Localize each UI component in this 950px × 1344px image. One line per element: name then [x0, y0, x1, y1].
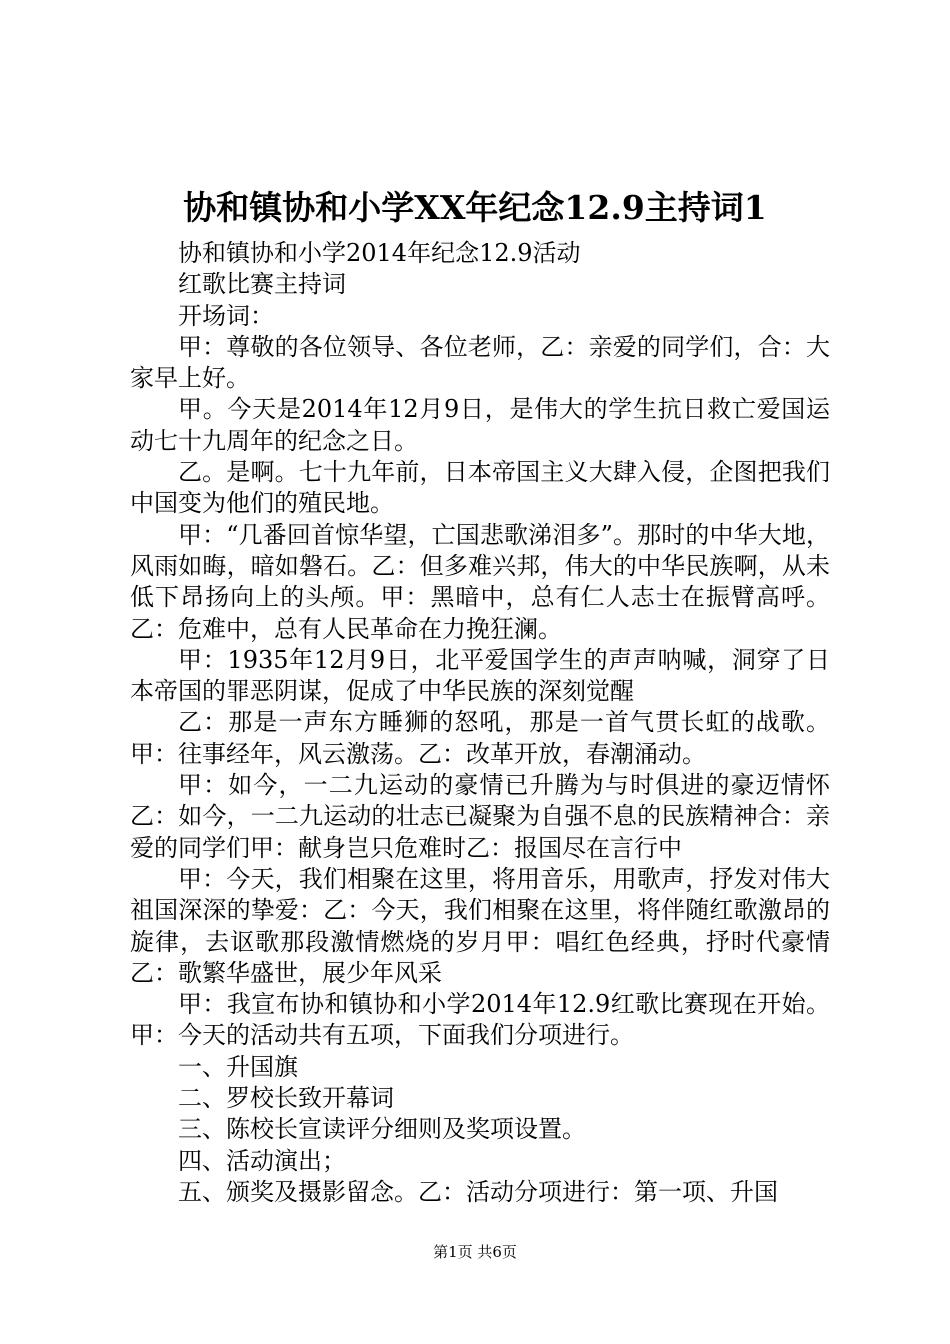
page-number-footer: 第1页 共6页 — [433, 1243, 517, 1261]
list-item: 五、颁奖及摄影留念。乙：活动分项进行：第一项、升国 — [178, 1177, 778, 1206]
paragraph: 协和镇协和小学2014年纪念12.9活动 — [178, 239, 581, 267]
paragraph: 甲：如今，一二九运动的豪情已升腾为与时俱进的豪迈情怀乙：如今，一二九运动的壮志已凝聚为自强不息的民族精神合：亲爱的同学们甲：献身岂只危难时乙：报国尽在言行中 — [130, 771, 830, 862]
paragraph: 开场词： — [178, 301, 274, 330]
paragraph: 甲：尊敬的各位领导、各位老师，乙：亲爱的同学们，合：大家早上好。 — [130, 332, 830, 393]
paragraph: 甲。今天是2014年12月9日，是伟大的学生抗日救亡爱国运动七十九周年的纪念之日。 — [130, 395, 830, 455]
document-body — [130, 238, 830, 1208]
paragraph: 红歌比赛主持词 — [178, 270, 346, 299]
list-item: 一、升国旗 — [178, 1052, 298, 1081]
paragraph: 乙：那是一声东方睡狮的怒吼，那是一首气贯长虹的战歌。甲：往事经年，风云激荡。乙：改革开放，春潮涌动。 — [130, 708, 830, 768]
list-item: 三、陈校长宣读评分细则及奖项设置。 — [178, 1115, 586, 1144]
paragraph: 甲：“几番回首惊华望，亡国悲歌涕泪多”。那时的中华大地，风雨如晦，暗如磐石。乙：但多难兴邦，伟大的中华民族啊，从未低下昂扬向上的头颅。甲：黑暗中，总有仁人志士在振臂高呼。乙：危难中，总有人民革命在力挽狂澜。 — [130, 520, 830, 643]
paragraph: 乙。是啊。七十九年前，日本帝国主义大肆入侵，企图把我们中国变为他们的殖民地。 — [130, 458, 830, 518]
list-item: 四、活动演出； — [178, 1146, 346, 1175]
list-item: 二、罗校长致开幕词 — [178, 1084, 394, 1113]
paragraph: 甲：1935年12月9日，北平爱国学生的声声呐喊，洞穿了日本帝国的罪恶阴谋，促成了中华民族的深刻觉醒 — [130, 645, 830, 706]
paragraph: 甲：今天，我们相聚在这里，将用音乐，用歌声，抒发对伟大祖国深深的挚爱：乙：今天，我们相聚在这里，将伴随红歌激昂的旋律，去讴歌那段激情燃烧的岁月甲：唱红色经典，抒时代豪情乙：歌繁华盛世，展少年风采 — [130, 864, 830, 987]
paragraph: 甲：我宣布协和镇协和小学2014年12.9红歌比赛现在开始。甲：今天的活动共有五项，下面我们分项进行。 — [130, 990, 830, 1050]
document-title: 协和镇协和小学XX年纪念12.9主持词1 — [183, 188, 767, 227]
